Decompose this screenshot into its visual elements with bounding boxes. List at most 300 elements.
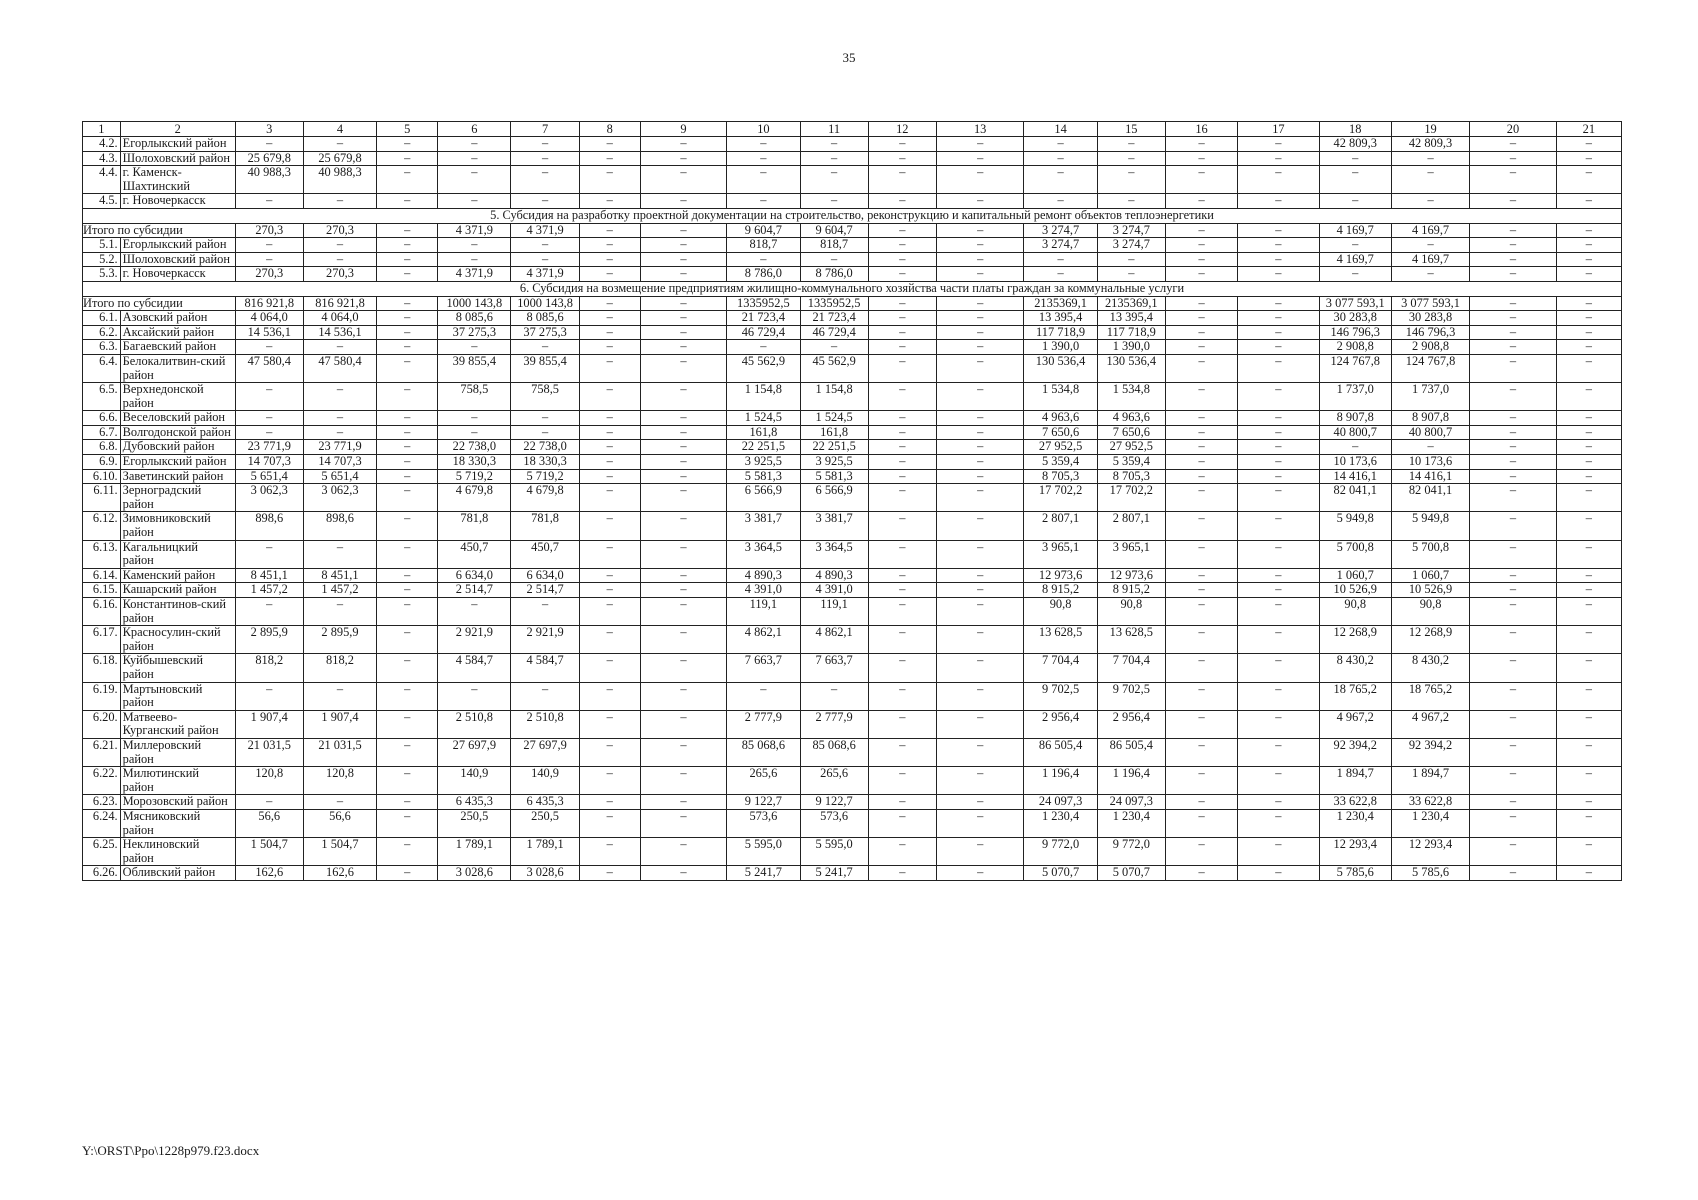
value-cell: – [868,626,936,654]
value-cell: – [377,568,438,583]
value-cell: – [511,137,579,152]
value-cell: – [800,340,868,355]
value-cell: 22 251,5 [800,440,868,455]
district-name: Егорлыкский район [120,137,235,152]
value-cell: – [438,682,511,710]
value-cell: 14 536,1 [235,325,303,340]
value-cell: – [1556,682,1621,710]
value-cell: – [1319,194,1391,209]
value-cell: 24 097,3 [1024,795,1097,810]
value-cell: – [868,767,936,795]
value-cell: – [936,455,1024,470]
table-row [83,540,1622,568]
value-cell: 10 173,6 [1391,455,1469,470]
value-cell: 4 890,3 [727,568,800,583]
value-cell: 1 154,8 [727,383,800,411]
value-cell: – [377,682,438,710]
value-cell: – [1238,455,1319,470]
value-cell: 2 777,9 [727,710,800,738]
value-cell: – [1238,223,1319,238]
value-cell: – [1238,710,1319,738]
value-cell: – [303,194,376,209]
value-cell: 2 956,4 [1097,710,1165,738]
row-number: 6.1. [83,311,121,326]
district-name: Мясниковский район [120,809,235,837]
header-cell: 12 [868,122,936,137]
value-cell: 161,8 [727,425,800,440]
row-number: 6.26. [83,866,121,881]
value-cell: – [1556,267,1621,282]
value-cell: 21 031,5 [303,738,376,766]
value-cell: – [868,383,936,411]
value-cell: – [579,682,640,710]
value-cell: 5 949,8 [1319,512,1391,540]
header-cell: 15 [1097,122,1165,137]
value-cell: – [800,151,868,166]
value-cell: 4 967,2 [1391,710,1469,738]
district-name: Красносулин-ский район [120,626,235,654]
value-cell: – [1165,568,1237,583]
value-cell: – [1165,484,1237,512]
value-cell: – [640,767,727,795]
value-cell: – [1165,767,1237,795]
district-name: Матвеево-Курганский район [120,710,235,738]
district-name: Волгодонской район [120,425,235,440]
value-cell: – [640,383,727,411]
value-cell: – [936,866,1024,881]
value-cell: – [235,137,303,152]
value-cell: 40 800,7 [1319,425,1391,440]
value-cell: – [868,440,936,455]
value-cell: 1 907,4 [235,710,303,738]
value-cell: – [1238,469,1319,484]
value-cell: – [1238,252,1319,267]
value-cell: 250,5 [438,809,511,837]
value-cell: 758,5 [511,383,579,411]
value-cell: 6 566,9 [800,484,868,512]
value-cell: – [1556,738,1621,766]
value-cell: 5 719,2 [438,469,511,484]
value-cell: 9 122,7 [727,795,800,810]
value-cell: – [1238,340,1319,355]
value-cell: – [579,223,640,238]
value-cell: – [438,598,511,626]
value-cell: 1 196,4 [1097,767,1165,795]
value-cell: – [1470,682,1557,710]
value-cell: 250,5 [511,809,579,837]
row-number: 6.11. [83,484,121,512]
table-row [83,767,1622,795]
value-cell: 2 908,8 [1391,340,1469,355]
value-cell: – [1556,866,1621,881]
row-number: 6.25. [83,838,121,866]
value-cell: 21 723,4 [727,311,800,326]
value-cell: 13 628,5 [1097,626,1165,654]
value-cell: – [1470,151,1557,166]
value-cell: – [1556,252,1621,267]
table-row [83,166,1622,194]
value-cell: 2 895,9 [235,626,303,654]
value-cell: – [438,166,511,194]
value-cell: – [868,682,936,710]
value-cell: – [579,583,640,598]
value-cell: 10 526,9 [1391,583,1469,598]
row-number: 6.24. [83,809,121,837]
value-cell: 90,8 [1024,598,1097,626]
value-cell: – [1556,795,1621,810]
value-cell: 45 562,9 [727,354,800,382]
value-cell: 7 663,7 [727,654,800,682]
value-cell: – [1165,738,1237,766]
value-cell: 1 390,0 [1024,340,1097,355]
value-cell: 5 359,4 [1097,455,1165,470]
value-cell: – [438,252,511,267]
value-cell: 4 862,1 [800,626,868,654]
value-cell: – [727,151,800,166]
value-cell: – [1165,540,1237,568]
value-cell: – [936,325,1024,340]
value-cell: – [1470,296,1557,311]
row-number: 5.3. [83,267,121,282]
value-cell: 14 707,3 [303,455,376,470]
value-cell: – [1165,238,1237,253]
value-cell: 1000 143,8 [511,296,579,311]
value-cell: 5 700,8 [1391,540,1469,568]
value-cell: 18 765,2 [1391,682,1469,710]
value-cell: – [1556,440,1621,455]
value-cell: – [1238,838,1319,866]
value-cell: – [1470,411,1557,426]
header-cell: 3 [235,122,303,137]
value-cell: – [377,809,438,837]
total-row [83,223,1622,238]
value-cell: 1 457,2 [235,583,303,598]
district-name: Миллеровский район [120,738,235,766]
district-name: Милютинский район [120,767,235,795]
section-heading: 5. Субсидия на разработку проектной документации на строительство, реконструкцию и капитальный ремонт объектов теплоэнергетики [83,208,1622,223]
value-cell: 1 060,7 [1391,568,1469,583]
value-cell: – [303,795,376,810]
value-cell: – [1470,838,1557,866]
value-cell: – [640,296,727,311]
value-cell: – [727,166,800,194]
value-cell: 1335952,5 [800,296,868,311]
value-cell: – [377,484,438,512]
value-cell: – [303,137,376,152]
value-cell: – [936,484,1024,512]
value-cell: – [377,512,438,540]
value-cell: – [936,296,1024,311]
value-cell: 14 536,1 [303,325,376,340]
value-cell: – [511,425,579,440]
value-cell: 140,9 [511,767,579,795]
value-cell: – [579,654,640,682]
value-cell: – [303,340,376,355]
value-cell: 5 785,6 [1319,866,1391,881]
value-cell: – [1238,137,1319,152]
value-cell: 9 122,7 [800,795,868,810]
value-cell: – [579,383,640,411]
value-cell: – [1165,267,1237,282]
value-cell: – [1024,166,1097,194]
value-cell: – [511,340,579,355]
section-heading-row [83,208,1622,223]
value-cell: – [579,296,640,311]
value-cell: 23 771,9 [235,440,303,455]
value-cell: – [936,166,1024,194]
value-cell: – [1165,194,1237,209]
value-cell: – [235,194,303,209]
value-cell: – [936,151,1024,166]
header-cell: 9 [640,122,727,137]
value-cell: – [640,598,727,626]
value-cell: – [1238,440,1319,455]
value-cell: 3 925,5 [727,455,800,470]
value-cell: 10 526,9 [1319,583,1391,598]
value-cell: 130 536,4 [1097,354,1165,382]
value-cell: 42 809,3 [1391,137,1469,152]
value-cell: 3 274,7 [1097,238,1165,253]
value-cell: 92 394,2 [1319,738,1391,766]
value-cell: – [1165,425,1237,440]
value-cell: – [1470,540,1557,568]
value-cell: 2 807,1 [1097,512,1165,540]
value-cell: – [1470,626,1557,654]
value-cell: – [377,267,438,282]
value-cell: – [1238,795,1319,810]
value-cell: – [1165,654,1237,682]
value-cell: – [640,710,727,738]
value-cell: – [303,252,376,267]
header-cell: 13 [936,122,1024,137]
district-name: Куйбышевский район [120,654,235,682]
row-number: 6.2. [83,325,121,340]
district-name: Егорлыкский район [120,455,235,470]
value-cell: 1 894,7 [1319,767,1391,795]
value-cell: 8 915,2 [1024,583,1097,598]
value-cell: – [1556,411,1621,426]
value-cell: 1 230,4 [1391,809,1469,837]
value-cell: – [511,194,579,209]
value-cell: – [1556,238,1621,253]
value-cell: 2 510,8 [438,710,511,738]
value-cell: 3 381,7 [727,512,800,540]
value-cell: 162,6 [235,866,303,881]
header-cell: 20 [1470,122,1557,137]
value-cell: – [936,267,1024,282]
value-cell: – [868,738,936,766]
value-cell: 117 718,9 [1024,325,1097,340]
value-cell: 5 651,4 [303,469,376,484]
value-cell: 1 789,1 [438,838,511,866]
value-cell: – [511,411,579,426]
value-cell: 33 622,8 [1319,795,1391,810]
value-cell: 24 097,3 [1097,795,1165,810]
value-cell: – [1470,654,1557,682]
value-cell: – [1238,238,1319,253]
value-cell: – [1165,252,1237,267]
value-cell: – [1470,809,1557,837]
value-cell: – [936,568,1024,583]
value-cell: – [800,252,868,267]
value-cell: 5 241,7 [727,866,800,881]
value-cell: – [1556,512,1621,540]
value-cell: – [579,626,640,654]
value-cell: – [1238,151,1319,166]
value-cell: 8 907,8 [1319,411,1391,426]
table-row [83,838,1622,866]
value-cell: – [936,682,1024,710]
table-row [83,568,1622,583]
value-cell: 37 275,3 [438,325,511,340]
value-cell: – [640,354,727,382]
value-cell: – [579,455,640,470]
value-cell: – [579,238,640,253]
value-cell: – [1470,383,1557,411]
value-cell: 8 786,0 [800,267,868,282]
value-cell: – [438,340,511,355]
value-cell: – [1238,626,1319,654]
value-cell: – [1556,455,1621,470]
value-cell: – [936,809,1024,837]
value-cell: 4 169,7 [1391,223,1469,238]
header-cell: 10 [727,122,800,137]
table-row [83,425,1622,440]
value-cell: – [727,682,800,710]
value-cell: 39 855,4 [438,354,511,382]
value-cell: – [1556,809,1621,837]
value-cell: 42 809,3 [1319,137,1391,152]
value-cell: – [868,598,936,626]
table-row [83,325,1622,340]
value-cell: 37 275,3 [511,325,579,340]
value-cell: 898,6 [303,512,376,540]
value-cell: 270,3 [235,223,303,238]
value-cell: 573,6 [727,809,800,837]
table-row [83,682,1622,710]
value-cell: – [511,598,579,626]
value-cell: 8 085,6 [438,311,511,326]
value-cell: – [1238,738,1319,766]
value-cell: 14 707,3 [235,455,303,470]
header-row [83,122,1622,137]
value-cell: 8 907,8 [1391,411,1469,426]
value-cell: – [1556,838,1621,866]
value-cell: – [868,354,936,382]
value-cell: 120,8 [235,767,303,795]
value-cell: 4 371,9 [438,267,511,282]
row-number: 6.18. [83,654,121,682]
value-cell: 27 697,9 [511,738,579,766]
row-number: 4.2. [83,137,121,152]
value-cell: – [1238,194,1319,209]
value-cell: 3 077 593,1 [1391,296,1469,311]
value-cell: 2 807,1 [1024,512,1097,540]
value-cell: 4 391,0 [727,583,800,598]
value-cell: 1 789,1 [511,838,579,866]
value-cell: – [868,267,936,282]
table-row [83,710,1622,738]
value-cell: – [1165,838,1237,866]
value-cell: – [936,440,1024,455]
value-cell: 1 196,4 [1024,767,1097,795]
value-cell: 818,7 [800,238,868,253]
value-cell: 4 391,0 [800,583,868,598]
value-cell: – [1391,166,1469,194]
value-cell: – [579,568,640,583]
value-cell: 1 230,4 [1097,809,1165,837]
value-cell: – [579,194,640,209]
table-row [83,267,1622,282]
value-cell: – [868,137,936,152]
value-cell: – [936,512,1024,540]
value-cell: 4 584,7 [438,654,511,682]
value-cell: – [1470,512,1557,540]
value-cell: – [579,151,640,166]
value-cell: 3 965,1 [1097,540,1165,568]
header-cell: 8 [579,122,640,137]
value-cell: 818,7 [727,238,800,253]
value-cell: – [235,252,303,267]
value-cell: 6 435,3 [438,795,511,810]
value-cell: 816 921,8 [235,296,303,311]
table-row [83,311,1622,326]
value-cell: 6 634,0 [438,568,511,583]
value-cell: – [377,238,438,253]
value-cell: – [1556,583,1621,598]
value-cell: 30 283,8 [1391,311,1469,326]
value-cell: 46 729,4 [800,325,868,340]
value-cell: – [1165,455,1237,470]
value-cell: – [1165,866,1237,881]
value-cell: – [1165,325,1237,340]
district-name: Обливский район [120,866,235,881]
value-cell: 9 772,0 [1024,838,1097,866]
value-cell: 45 562,9 [800,354,868,382]
value-cell: – [1556,383,1621,411]
value-cell: – [868,710,936,738]
table-row [83,354,1622,382]
value-cell: – [1165,440,1237,455]
value-cell: – [1165,795,1237,810]
district-name: Багаевский район [120,340,235,355]
value-cell: 140,9 [438,767,511,795]
value-cell: 3 028,6 [438,866,511,881]
value-cell: – [438,425,511,440]
header-cell: 2 [120,122,235,137]
value-cell: 5 070,7 [1097,866,1165,881]
value-cell: – [936,767,1024,795]
page-number: 35 [842,50,856,65]
value-cell: – [1165,354,1237,382]
value-cell: – [640,340,727,355]
value-cell: 1 504,7 [303,838,376,866]
row-number: 6.10. [83,469,121,484]
value-cell: – [936,654,1024,682]
value-cell: – [868,654,936,682]
value-cell: – [579,354,640,382]
value-cell: – [640,469,727,484]
value-cell: 1335952,5 [727,296,800,311]
value-cell: – [868,325,936,340]
value-cell: 3 965,1 [1024,540,1097,568]
value-cell: 270,3 [303,267,376,282]
value-cell: – [1097,151,1165,166]
value-cell: 92 394,2 [1391,738,1469,766]
value-cell: – [377,838,438,866]
value-cell: 3 364,5 [727,540,800,568]
row-number: 6.20. [83,710,121,738]
